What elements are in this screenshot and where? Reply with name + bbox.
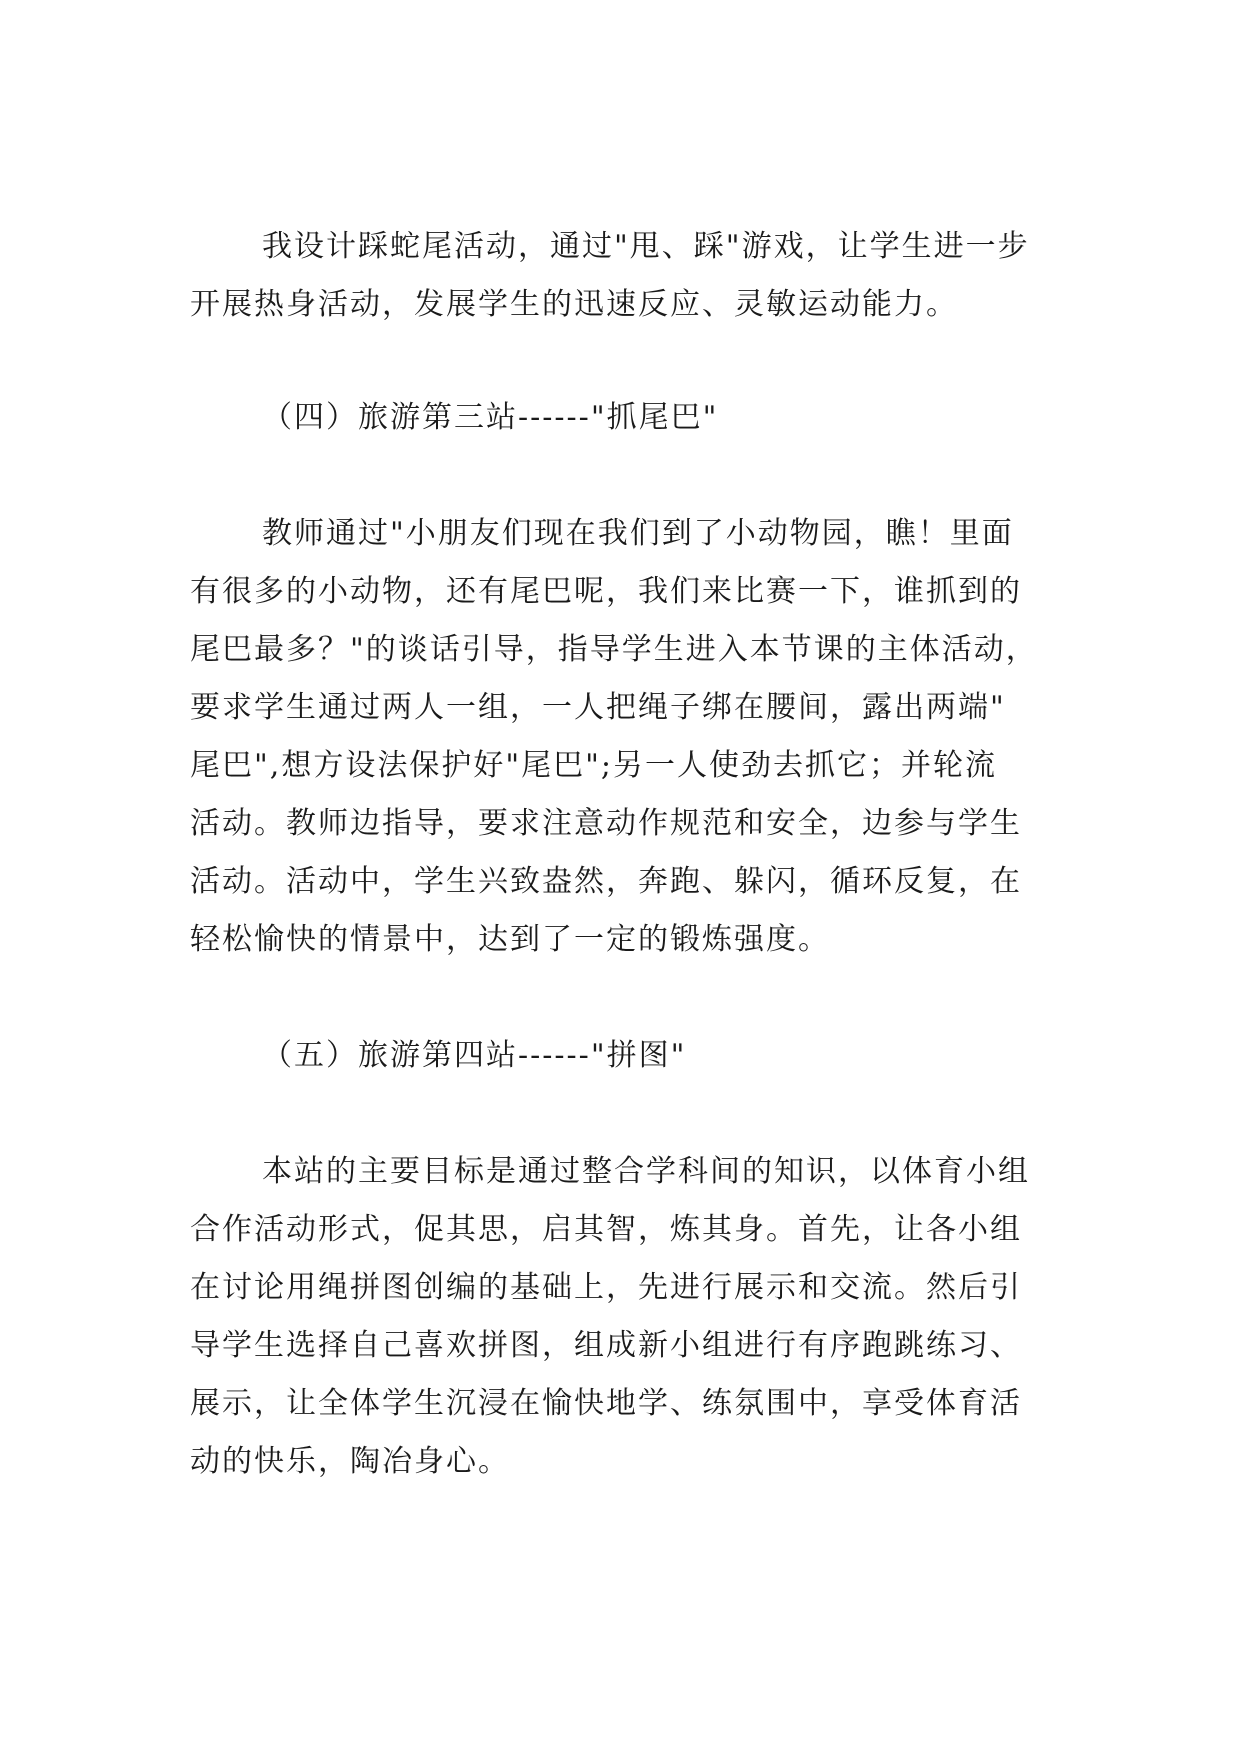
paragraph-line: 在讨论用绳拼图创编的基础上，先进行展示和交流。然后引	[190, 1270, 1022, 1305]
paragraph-line: 我设计踩蛇尾活动，通过"甩、踩"游戏，让学生进一步	[262, 229, 1030, 264]
section-heading-4: （四）旅游第三站------"抓尾巴"	[262, 400, 719, 435]
paragraph-puzzle	[190, 1143, 1070, 1491]
paragraph-line: 合作活动形式，促其思，启其智，炼其身。首先，让各小组	[190, 1212, 1022, 1247]
paragraph-line: 展示，让全体学生沉浸在愉快地学、练氛围中，享受体育活	[190, 1386, 1022, 1421]
paragraph-line: 尾巴",想方设法保护好"尾巴";另一人使劲去抓它；并轮流	[190, 748, 998, 783]
paragraph-line: 导学生选择自己喜欢拼图，组成新小组进行有序跑跳练习、	[190, 1328, 1022, 1363]
paragraph-snake-tail	[190, 218, 1070, 334]
paragraph-line: 开展热身活动，发展学生的迅速反应、灵敏运动能力。	[190, 287, 958, 322]
paragraph-line: 教师通过"小朋友们现在我们到了小动物园，瞧！里面	[262, 516, 1014, 551]
paragraph-line: 动的快乐，陶冶身心。	[190, 1444, 510, 1479]
section-heading-5: （五）旅游第四站------"拼图"	[262, 1038, 687, 1073]
paragraph-line: 活动。教师边指导，要求注意动作规范和安全，边参与学生	[190, 806, 1022, 841]
paragraph-line: 有很多的小动物，还有尾巴呢，我们来比赛一下，谁抓到的	[190, 574, 1022, 609]
paragraph-line: 活动。活动中，学生兴致盎然，奔跑、躲闪，循环反复，在	[190, 864, 1022, 899]
paragraph-line: 轻松愉快的情景中，达到了一定的锻炼强度。	[190, 922, 830, 957]
paragraph-catch-tail	[190, 505, 1070, 969]
paragraph-line: 尾巴最多？"的谈话引导，指导学生进入本节课的主体活动，	[190, 632, 1038, 667]
paragraph-line: 本站的主要目标是通过整合学科间的知识，以体育小组	[262, 1154, 1030, 1189]
paragraph-line: 要求学生通过两人一组，一人把绳子绑在腰间，露出两端"	[190, 690, 1006, 725]
